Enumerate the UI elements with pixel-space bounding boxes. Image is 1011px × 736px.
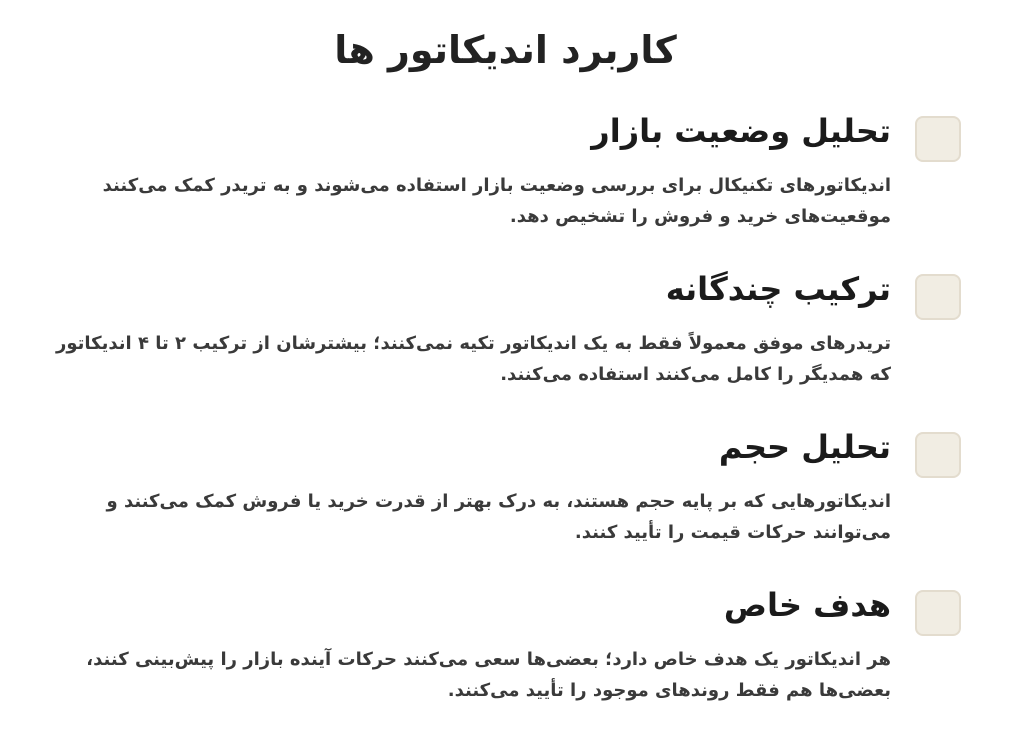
item-title: هدف خاص — [723, 586, 891, 624]
list-item — [31, 578, 961, 736]
feature-list — [31, 104, 961, 736]
list-item — [31, 104, 961, 262]
item-title: ترکیب چندگانه — [665, 270, 891, 308]
item-title: تحلیل حجم — [718, 428, 891, 466]
item-title: تحلیل وضعیت بازار — [591, 112, 891, 150]
item-description: اندیکاتورهای تکنیکال برای بررسی وضعیت بازار استفاده می‌شوند و به تریدر کمک می‌کنند موقعیت‌های خرید و فروش را تشخیص دهد. — [102, 175, 891, 227]
item-description: تریدرهای موفق معمولاً فقط به یک اندیکاتور تکیه نمی‌کنند؛ بیشترشان از ترکیب ۲ تا ۴ اندیکاتور که همدیگر را کامل می‌کنند استفاده می‌کنند. — [56, 333, 891, 385]
checkbox-icon[interactable] — [915, 116, 961, 162]
checkbox-icon[interactable] — [915, 432, 961, 478]
item-description: هر اندیکاتور یک هدف خاص دارد؛ بعضی‌ها سعی می‌کنند حرکات آینده بازار را پیش‌بینی کنند، بعضی‌ها هم فقط روندهای موجود را تأیید می‌کنند. — [86, 649, 891, 701]
list-item — [31, 420, 961, 578]
list-item — [31, 262, 961, 420]
page-title: کاربرد اندیکاتور ها — [334, 28, 677, 72]
checkbox-icon[interactable] — [915, 590, 961, 636]
checkbox-icon[interactable] — [915, 274, 961, 320]
item-description: اندیکاتورهایی که بر پایه حجم هستند، به درک بهتر از قدرت خرید یا فروش کمک می‌کنند و می‌توانند حرکات قیمت را تأیید کنند. — [106, 491, 891, 543]
